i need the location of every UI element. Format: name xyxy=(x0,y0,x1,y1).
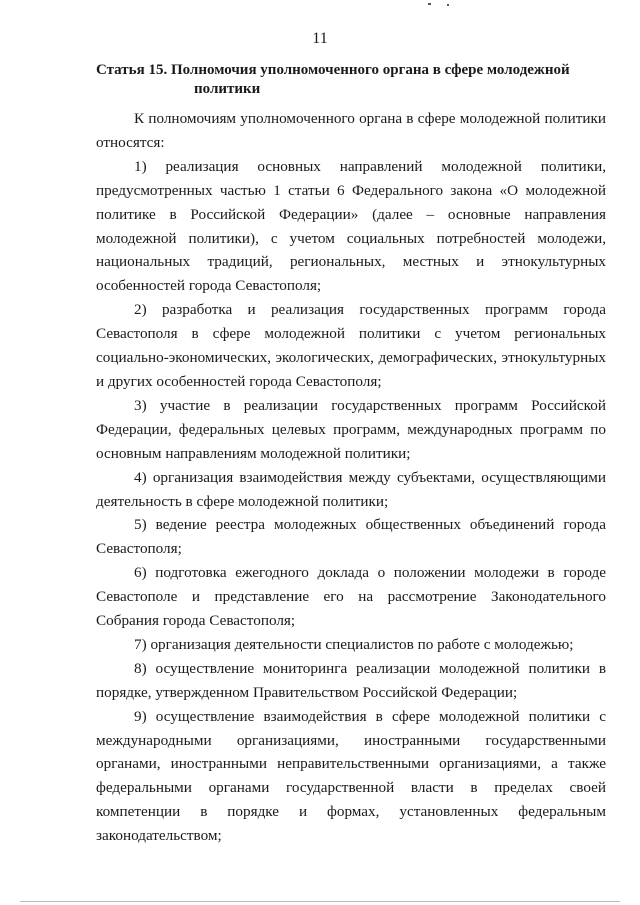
list-item-5: 5) ведение реестра молодежных общественных объединений города Севастополя; xyxy=(96,516,606,558)
list-item-4: 4) организация взаимодействия между субъектами, осуществляющими деятельность в сфере молодежной политики; xyxy=(96,468,606,510)
article-title xyxy=(96,61,606,99)
list-item-6: 6) подготовка ежегодного доклада о положении молодежи в городе Севастополе и представление его на рассмотрение Законодательного Собрания города Севастополя; xyxy=(96,564,606,630)
intro-paragraph: К полномочиям уполномоченного органа в сфере молодежной политики относятся: xyxy=(96,110,606,151)
page-number: 11 xyxy=(312,30,328,47)
list-item-9: 9) осуществление взаимодействия в сфере молодежной политики с международными организациями, иностранными государственными органами, иностранными неправительственными организациями, а также федеральными органами государственной власти в пределах своей компетенции в порядке и формах, установленных федеральным законодательством; xyxy=(96,707,606,845)
list-item-2: 2) разработка и реализация государственных программ города Севастополя в сфере молодежной политики с учетом региональных социально-экономических, экологических, демографических, этнокультурных и других особенностей города Севастополя; xyxy=(96,301,606,390)
scan-speck xyxy=(447,4,449,6)
scan-speck xyxy=(428,3,431,5)
list-item-3: 3) участие в реализации государственных программ Российской Федерации, федеральных целевых программ, международных программ по основным направлениям молодежной политики; xyxy=(96,396,606,462)
article-title-line-1: Статья 15. Полномочия уполномоченного органа в сфере молодежной xyxy=(96,62,570,78)
article-title-line-2: политики xyxy=(194,81,261,97)
scan-edge-line xyxy=(20,901,620,902)
article-body xyxy=(96,107,606,848)
list-item-1: 1) реализация основных направлений молодежной политики, предусмотренных частью 1 статьи 6 Федерального закона «О молодежной политике в Российской Федерации» (далее – основные направления молодежной политики), с учетом социальных потребностей молодежи, национальных традиций, региональных, местных и этнокультурных особенностей города Севастополя; xyxy=(96,157,606,295)
list-item-7: 7) организация деятельности специалистов по работе с молодежью; xyxy=(134,635,574,653)
list-item-8: 8) осуществление мониторинга реализации молодежной политики в порядке, утвержденном Правительством Российской Федерации; xyxy=(96,659,606,701)
